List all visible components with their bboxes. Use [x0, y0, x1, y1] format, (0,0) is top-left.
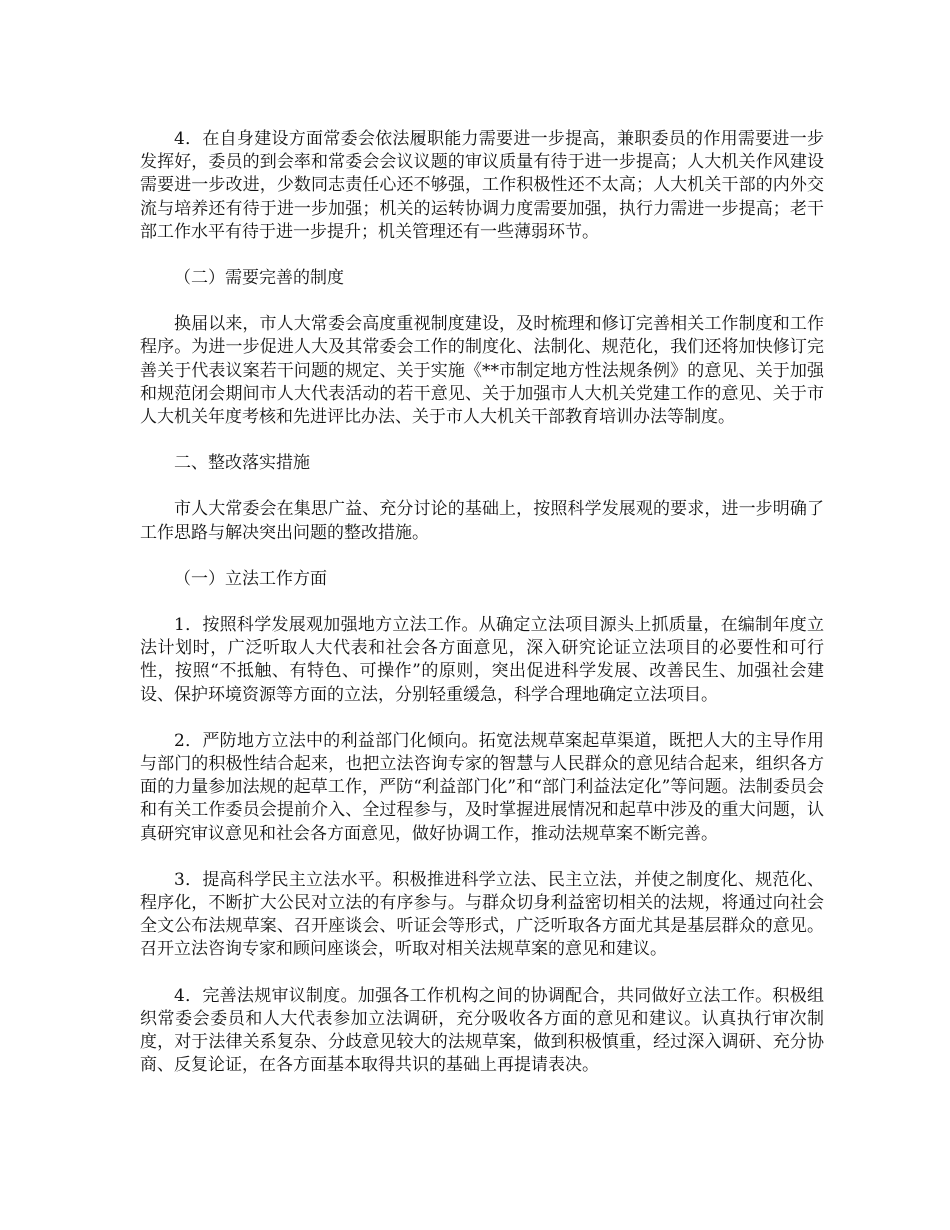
section-heading-systems: （二）需要完善的制度	[174, 268, 344, 289]
paragraph-rectification-intro: 市人大常委会在集思广益、充分讨论的基础上，按照科学发展观的要求，进一步明确了工作思路与解决突出问题的整改措施。	[140, 499, 824, 543]
document-body	[140, 128, 824, 1101]
paragraph-legislation-4: 4．完善法规审议制度。加强各工作机构之间的协调配合，共同做好立法工作。积极组织常委会委员和人大代表参加立法调研，充分吸收各方面的意见和建议。认真执行审次制度，对于法律关系复杂、分歧意见较大的法规草案，做到积极慎重，经过深入调研、充分协商、反复论证，在各方面基本取得共识的基础上再提请表决。	[140, 985, 824, 1076]
paragraph-self-construction: 4．在自身建设方面常委会依法履职能力需要进一步提高，兼职委员的作用需要进一步发挥好，委员的到会率和常委会会议议题的审议质量有待于进一步提高；人大机关作风建设需要进一步改进，少数同志责任心还不够强，工作积极性还不太高；人大机关干部的内外交流与培养还有待于进一步加强；机关的运转协调力度需要加强，执行力需进一步提高；老干部工作水平有待于进一步提升；机关管理还有一些薄弱环节。	[140, 129, 824, 242]
paragraph-system-building: 换届以来，市人大常委会高度重视制度建设，及时梳理和修订完善相关工作制度和工作程序。为进一步促进人大及其常委会工作的制度化、法制化、规范化，我们还将加快修订完善关于代表议案若干问题的规定、关于实施《**市制定地方性法规条例》的意见、关于加强和规范闭会期间市人大代表活动的若干意见、关于加强市人大机关党建工作的意见、关于市人大机关年度考核和先进评比办法、关于市人大机关干部教育培训办法等制度。	[140, 314, 824, 428]
paragraph-legislation-3: 3．提高科学民主立法水平。积极推进科学立法、民主立法，并使之制度化、规范化、程序化，不断扩大公民对立法的有序参与。与群众切身利益密切相关的法规，将通过向社会全文公布法规草案、召开座谈会、听证会等形式，广泛听取各方面尤其是基层群众的意见。召开立法咨询专家和顾问座谈会，听取对相关法规草案的意见和建议。	[140, 869, 824, 960]
paragraph-legislation-1: 1．按照科学发展观加强地方立法工作。从确定立法项目源头上抓质量，在编制年度立法计划时，广泛听取人大代表和社会各方面意见，深入研究论证立法项目的必要性和可行性，按照“不抵触、有特色、可操作”的原则，突出促进科学发展、改善民生、加强社会建设、保护环境资源等方面的立法，分别轻重缓急，科学合理地确定立法项目。	[140, 615, 824, 705]
section-heading-legislation: （一）立法工作方面	[174, 568, 327, 589]
section-heading-rectification: 二、整改落实措施	[174, 453, 310, 474]
paragraph-legislation-2: 2．严防地方立法中的利益部门化倾向。拓宽法规草案起草渠道，既把人大的主导作用与部门的积极性结合起来，也把立法咨询专家的智慧与人民群众的意见结合起来，组织各方面的力量参加法规的起草工作，严防“利益部门化”和“部门利益法定化”等问题。法制委员会和有关工作委员会提前介入、全过程参与，及时掌握进展情况和起草中涉及的重大问题，认真研究审议意见和社会各方面意见，做好协调工作，推动法规草案不断完善。	[140, 730, 824, 844]
